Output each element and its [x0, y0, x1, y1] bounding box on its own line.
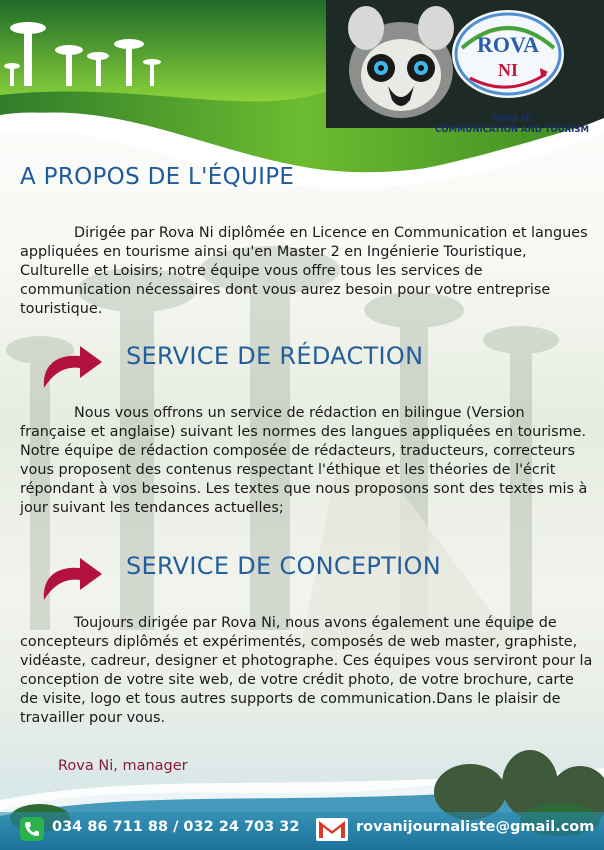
intro-text: Dirigée par Rova Ni diplômée en Licence en Communication et langues appliquées en tourisme ainsi qu'en Master 2 en Ingénierie Touristique, Culturelle et Loisirs; notre équipe vous offre tous les services de communication nécessaires dont vous aurez besoin pour votre entreprise touristique. [20, 225, 588, 317]
logo-caption-name: ROVA NI [492, 114, 532, 124]
redaction-text: Nous vous offrons un service de rédaction en bilingue (Version française et anglaise) suivant les normes des langues appliquées en tourisme. Notre équipe de rédaction composée de rédacteurs, traducteurs, correcteurs vous proposent des contenus respectant l'éthique et les théories de l'écrit répondant à vos besoins. Les textes que nous proposons sont des textes mis à jour suivant les tendances actuelles; [20, 405, 588, 516]
curved-arrow-icon [36, 344, 106, 392]
section-title-conception: SERVICE DE CONCEPTION [126, 552, 441, 580]
email-address[interactable]: rovanijournaliste@gmail.com [356, 819, 595, 835]
rova-ni-logo [448, 8, 568, 100]
phone-numbers[interactable]: 034 86 711 88 / 032 24 703 32 [52, 819, 300, 835]
intro-paragraph [20, 224, 594, 319]
gmail-icon [316, 818, 348, 841]
section-title-redaction: SERVICE DE RÉDACTION [126, 342, 424, 370]
phone-icon [20, 817, 44, 841]
svg-text:NI: NI [497, 60, 519, 80]
page-title: A PROPOS DE L'ÉQUIPE [20, 164, 295, 190]
logo-caption [424, 114, 600, 136]
conception-paragraph [20, 614, 594, 728]
conception-text: Toujours dirigée par Rova Ni, nous avons également une équipe de concepteurs diplômés et expérimentés, composés de web master, graphiste, vidéaste, cadreur, designer et photographe. Ces équipes vous serviront pour la conception de votre site web, de votre crédit photo, de votre brochure, carte de visite, logo et tous autres supports de communication.Dans le plaisir de travailler pour vous. [20, 615, 593, 726]
svg-text:ROVA: ROVA [477, 32, 539, 57]
redaction-paragraph [20, 404, 594, 518]
signature: Rova Ni, manager [58, 758, 188, 774]
curved-arrow-icon [36, 556, 106, 604]
logo-caption-tagline: COMMUNICATION AND TOURISM [435, 125, 589, 135]
